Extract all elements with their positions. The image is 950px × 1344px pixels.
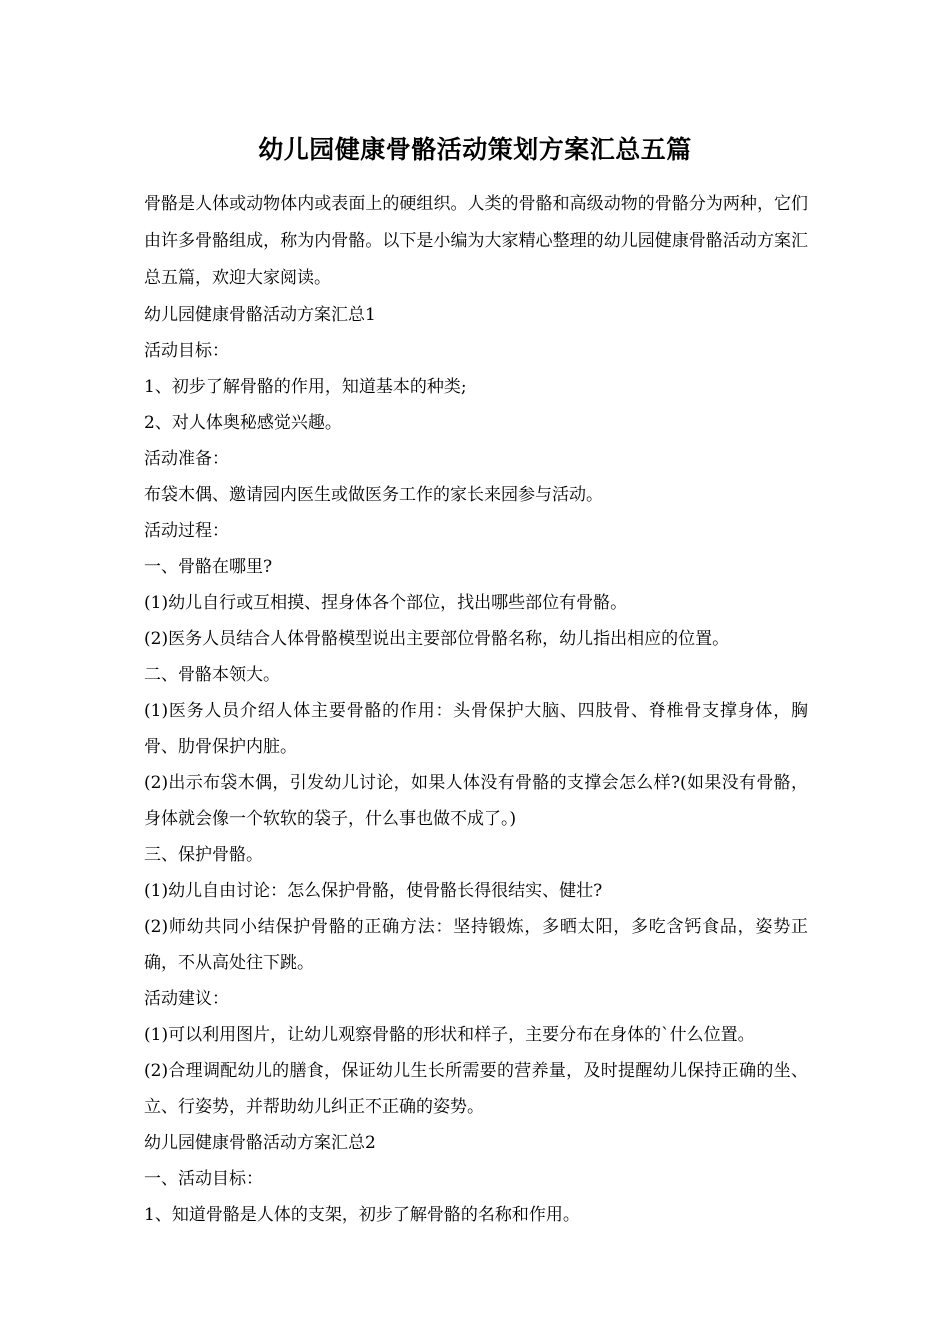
list-item: (2)合理调配幼儿的膳食，保证幼儿生长所需要的营养量，及时提醒幼儿保持正确的坐、立、行姿势，并帮助幼儿纠正不正确的姿势。 — [144, 1061, 808, 1117]
subheading: 活动目标： — [144, 341, 229, 361]
list-item: (2)出示布袋木偶，引发幼儿讨论，如果人体没有骨骼的支撑会怎么样?(如果没有骨骼，身体就会像一个软软的袋子，什么事也做不成了。) — [144, 773, 808, 829]
list-item: 1、初步了解骨骼的作用，知道基本的种类; — [144, 377, 467, 397]
subheading: 活动过程： — [144, 521, 229, 541]
list-item: 2、对人体奥秘感觉兴趣。 — [144, 413, 342, 433]
step-heading: 一、骨骼在哪里? — [144, 557, 273, 577]
list-item: (1)可以利用图片，让幼儿观察骨骼的形状和样子，主要分布在身体的`什么位置。 — [144, 1025, 755, 1045]
list-item: (1)幼儿自由讨论：怎么保护骨骼，使骨骼长得很结实、健壮? — [144, 881, 603, 901]
section-heading: 幼儿园健康骨骼活动方案汇总1 — [144, 305, 376, 325]
step-heading: 二、骨骼本领大。 — [144, 665, 280, 685]
paragraph: 布袋木偶、邀请园内医生或做医务工作的家长来园参与活动。 — [144, 485, 603, 505]
list-item: (1)医务人员介绍人体主要骨骼的作用：头骨保护大脑、四肢骨、脊椎骨支撑身体，胸骨、肋骨保护内脏。 — [144, 701, 808, 757]
subheading: 活动建议： — [144, 989, 229, 1009]
document-title: 幼儿园健康骨骼活动策划方案汇总五篇 — [258, 135, 692, 164]
step-heading: 三、保护骨骼。 — [144, 845, 263, 865]
intro-paragraph: 骨骼是人体或动物体内或表面上的硬组织。人类的骨骼和高级动物的骨骼分为两种，它们由许多骨骼组成，称为内骨骼。以下是小编为大家精心整理的幼儿园健康骨骼活动方案汇总五篇，欢迎大家阅读。 — [144, 194, 808, 288]
list-item: (1)幼儿自行或互相摸、捏身体各个部位，找出哪些部位有骨骼。 — [144, 593, 628, 613]
list-item: (2)师幼共同小结保护骨骼的正确方法：坚持锻炼，多晒太阳，多吃含钙食品，姿势正确，不从高处往下跳。 — [144, 917, 808, 973]
list-item: (2)医务人员结合人体骨骼模型说出主要部位骨骼名称，幼儿指出相应的位置。 — [144, 629, 730, 649]
subheading: 活动准备： — [144, 449, 229, 469]
document-body — [144, 186, 808, 1233]
subheading: 一、活动目标： — [144, 1169, 263, 1189]
list-item: 1、知道骨骼是人体的支架，初步了解骨骼的名称和作用。 — [144, 1205, 580, 1225]
section-heading: 幼儿园健康骨骼活动方案汇总2 — [144, 1133, 376, 1153]
